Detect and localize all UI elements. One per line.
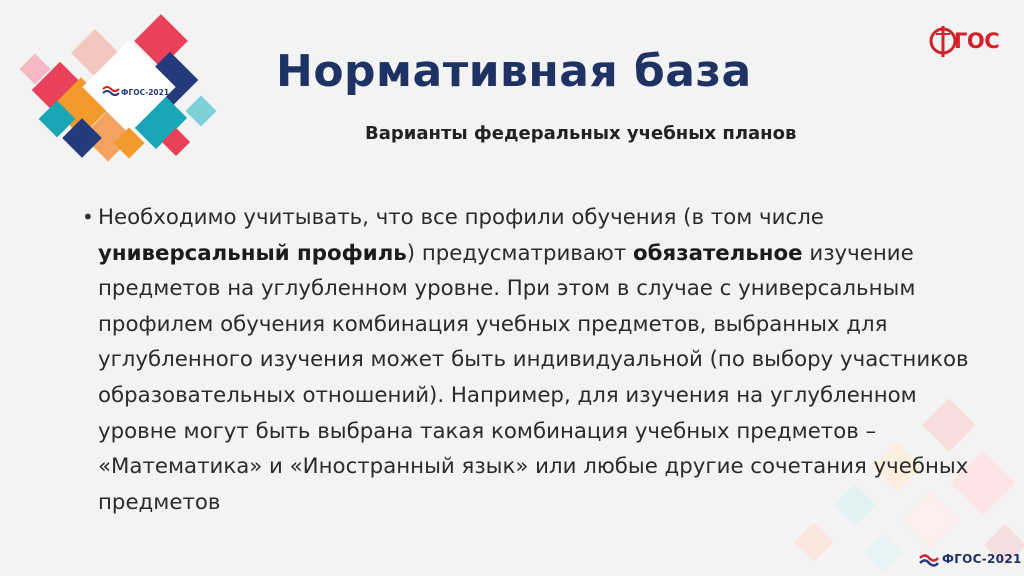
bullet-bold-universal-profile: универсальный профиль <box>98 240 407 266</box>
logo-label: ФГОС-2021 <box>121 88 170 97</box>
bullet-text-part3: изучение предметов на углубленном уровне. При этом в случае с универсальным профилем обучения комбинация учебных предметов, выбранных для углубленного изучения может быть индивидуальной (по выбору участников образовательных отношений). Например, для изучения на углубленном уровне могут быть выбрана такая комбинация учебных предметов – «Математика» и «Иностранный язык» или любые другие сочетания учебных предметов <box>98 240 969 515</box>
brand-top-label: ГОС <box>954 29 1000 53</box>
logo-diamonds-icon <box>19 14 216 161</box>
brand-logo-bottom <box>918 550 1022 572</box>
brand-bottom-label: ФГОС-2021 <box>942 552 1022 566</box>
bullet-list <box>82 200 992 520</box>
flag-wave-icon <box>918 553 940 569</box>
slide-subtitle: Варианты федеральных учебных планов <box>365 123 797 144</box>
bullet-bold-mandatory: обязательное <box>633 240 803 266</box>
bullet-item <box>98 200 992 520</box>
fgos-2021-logo <box>0 0 240 200</box>
bullet-text-part1: Необходимо учитывать, что все профили обучения (в том числе <box>98 205 824 230</box>
brand-logo-top <box>928 20 1008 64</box>
bullet-text-part2: ) предусматривают <box>406 240 634 266</box>
bullet-icon: • <box>82 205 94 229</box>
slide-title: Нормативная база <box>276 46 752 97</box>
